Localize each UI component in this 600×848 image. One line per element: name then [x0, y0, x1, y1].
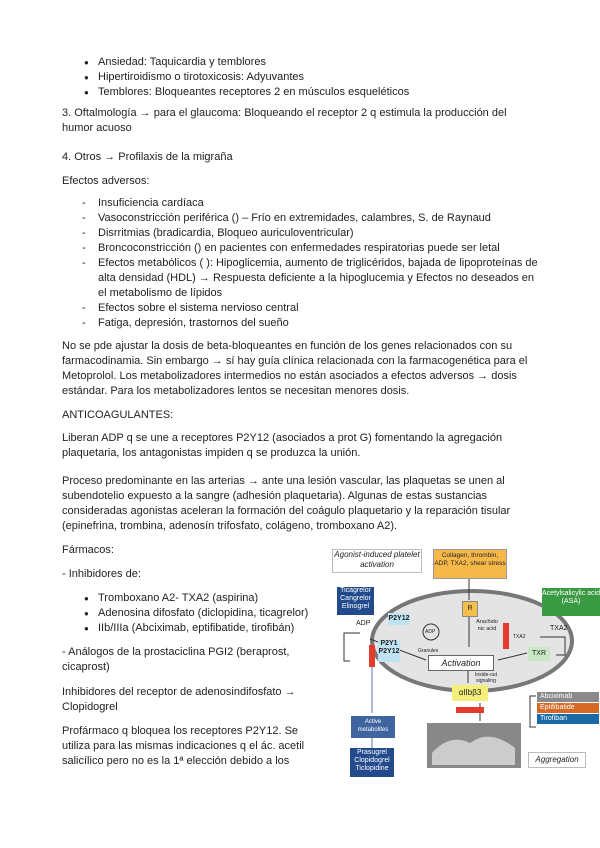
inhibition-bar [369, 645, 375, 667]
heading-efectos-adversos: Efectos adversos: [62, 175, 150, 187]
asa-box: Acetylsalicylic acid (ASA) [542, 588, 600, 616]
thienopyridines-box [350, 748, 394, 777]
granules-label: Granules [418, 648, 439, 654]
list-item: ● IIb/IIIa (Abciximab, eptifibatide, tirofibán) [62, 621, 312, 636]
drug-label: Ticlopidine [355, 765, 389, 772]
active-metabolites-box: Active metabolites [351, 716, 395, 738]
txa2-inner-label: TXA2 [513, 634, 526, 640]
aggregation-label: Aggregation [528, 752, 586, 768]
dash-list-efectos [62, 196, 538, 331]
inhibition-bar [503, 623, 509, 649]
heading-anticoagulantes: ANTICOAGULANTES: [62, 409, 174, 421]
tirofiban-label: Tirofiban [537, 714, 599, 724]
heading-farmacos: Fármacos: [62, 544, 114, 556]
list-item: - Efectos sobre el sistema nervioso central [62, 301, 538, 316]
list-item: - Insuficiencia cardíaca [62, 196, 538, 211]
paragraph-otros: 4. Otros → Profilaxis de la migraña [62, 151, 233, 163]
p2y1-label: P2Y1 [380, 640, 398, 647]
txr-box: TXR [528, 647, 550, 661]
drug-label: Elinogrel [341, 603, 370, 610]
ticagrelor-box [337, 587, 374, 615]
drug-label: Ticagrelor [340, 587, 371, 594]
list-item: ● Hipertiroidismo o tirotoxicosis: Adyuvantes [62, 70, 538, 85]
diagram-title: Agonist-induced platelet activation [332, 549, 422, 573]
list-item: - Efectos metabólicos ( ): Hipoglicemia, aumento de triglicéridos, bajada de lipoproteínas de alta densidad (HDL) → Respuesta deficiente a la hipoglucemia y Efectos no deseados en el metabolismo de lípidos [62, 256, 538, 301]
paragraph-profarmaco: Profármaco q bloquea los receptores P2Y12. Se utiliza para las mismas indicaciones q el ác. acetil salicílico pero no es la 1ª elección debido a los [62, 725, 305, 767]
drug-label: Prasugrel [357, 749, 387, 756]
p2y12-label: P2Y12 [378, 648, 400, 655]
abciximab-label: Abciximab [537, 692, 599, 702]
paragraph-analogos: - Análogos de la prostaciclina PGI2 (beraprost, cicaprost) [62, 646, 290, 673]
list-item: ● Adenosina difosfato (diclopidina, ticagrelor) [62, 606, 312, 621]
inhibition-bar [456, 707, 484, 713]
p2y12-top-box: P2Y12 [388, 613, 410, 625]
paragraph-proceso: Proceso predominante en las arterias → ante una lesión vascular, las plaquetas se unen al subendotelio expuesto a la sangre (adhesión plaquetaria). Algunas de estas sustancias consideradas agonistas aceleran la formación del coágulo plaquetario y la reparación tisular (epinefrina, trombina, adenosín trifosfato, colágeno, tromboxano A2). [62, 475, 511, 532]
list-item: - Disrritmias (bradicardia, Bloqueo auriculoventricular) [62, 226, 538, 241]
heading-inhibidores: - Inhibidores de: [62, 568, 141, 580]
list-item: ● Temblores: Bloqueantes receptores 2 en músculos esqueléticos [62, 85, 538, 100]
bullet-list-indications [62, 55, 538, 100]
integrin-box: αIIbβ3 [452, 685, 488, 701]
p2y-receptors-box [378, 640, 400, 662]
inside-out-label: Inside-out signaling [475, 672, 497, 684]
list-item: - Vasoconstricción periférica () – Frío en extremidades, calambres, S. de Raynaud [62, 211, 538, 226]
arachidonic-label: Arachido nic acid [476, 619, 498, 632]
platelet-activation-diagram [320, 543, 600, 793]
gp-inhibitors-list [537, 692, 599, 724]
paragraph-oftalmologia: 3. Oftalmología → para el glaucoma: Bloqueando el receptor 2 q estimula la producción del humor acuoso [62, 107, 507, 134]
activation-box: Activation [428, 655, 494, 671]
txa2-label: TXA2 [550, 625, 568, 632]
bullet-list-inhibidores [62, 591, 312, 636]
drug-label: Cangrelor [340, 595, 371, 602]
paragraph-inhib-receptor: Inhibidores del receptor de adenosindifosfato → Clopidogrel [62, 686, 296, 713]
eptifibatide-label: Eptifibatide [537, 703, 599, 713]
list-item: ● Tromboxano A2- TXA2 (aspirina) [62, 591, 312, 606]
list-item: - Broncoconstricción () en pacientes con enfermedades respiratorias puede ser letal [62, 241, 538, 256]
receptor-box: R [462, 601, 478, 617]
agonists-box: Collagen, thrombin, ADP, TXA2, shear stress [433, 549, 507, 579]
adp-label: ADP [356, 620, 371, 627]
drug-label: Clopidogrel [354, 757, 390, 764]
list-item: ● Ansiedad: Taquicardia y temblores [62, 55, 538, 70]
adp-granule-label: ADP [425, 629, 436, 635]
paragraph-dosis: No se pde ajustar la dosis de beta-bloqueantes en función de los genes relacionados con su farmacodinamia. Sin embargo → sí hay guía clínica relacionada con la farmacogenética para el Metoprolol. Los metabolizadores intermedios no están asociados a efectos adversos → dosis estándar. Para los metabolizadores lentos se necesitan menores dosis. [62, 340, 528, 397]
list-item: - Fatiga, depresión, trastornos del sueño [62, 316, 538, 331]
paragraph-liberan: Liberan ADP q se une a receptores P2Y12 (asociados a prot G) fomentando la agregación plaquetaria, los antagonistas impiden q se produzca la unión. [62, 432, 503, 459]
